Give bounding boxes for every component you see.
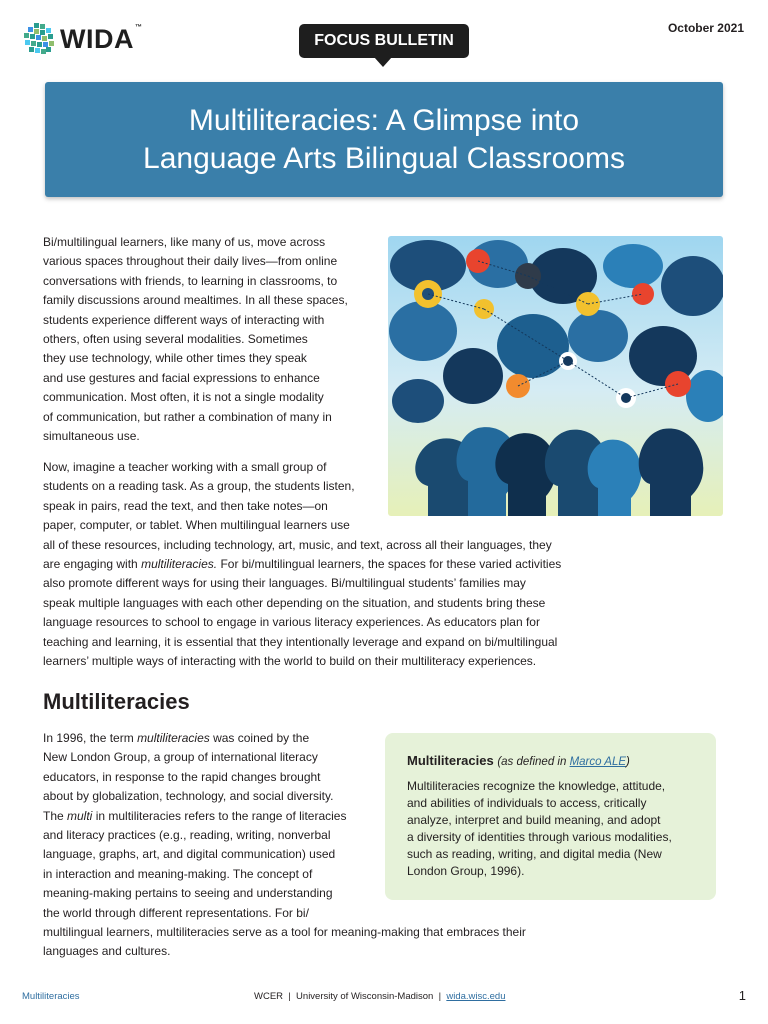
- text-line: language, graphs, art, and digital communication) used: [43, 847, 336, 862]
- text-line: educators, in response to the rapid changes brought: [43, 769, 321, 784]
- text-line: others, often using several modalities. Sometimes: [43, 332, 308, 347]
- text-line: speak in pairs, read the text, and then take notes—on: [43, 498, 328, 513]
- text-line: language resources to school to engage in various literacy experiences. As educators plan for: [43, 615, 540, 630]
- text-line: various spaces throughout their daily lives—from online: [43, 254, 338, 269]
- text-line: about by globalization, technology, and social diversity.: [43, 789, 334, 804]
- heads-and-speech-bubbles-image: [388, 236, 723, 516]
- intro-paragraph-1: [43, 233, 348, 446]
- section-heading: Multiliteracies: [43, 689, 190, 714]
- text-line: In 1996, the term multiliteracies was coined by the: [43, 731, 310, 745]
- wida-logo-icon: [22, 22, 56, 56]
- text-line: also promote different ways for using their languages. Bi/multilingual students’ families may: [43, 576, 526, 591]
- text-line: such as reading, writing, and digital media (New: [407, 847, 662, 861]
- text-line: The multi in multiliteracies refers to the range of literacies: [43, 808, 347, 823]
- text-line: Now, imagine a teacher working with a small group of: [43, 460, 327, 474]
- callout-body: [407, 778, 672, 880]
- footer-section-name: Multiliteracies: [22, 991, 80, 1002]
- text-line: students experience different ways of interacting with: [43, 312, 325, 327]
- callout-title: Multiliteracies (as defined in Marco ALE): [407, 753, 630, 768]
- text-line: paper, computer, or tablet. When multilingual learners use: [43, 518, 350, 533]
- text-line: meaning-making pertains to seeing and understanding: [43, 886, 333, 901]
- text-line: analyze, interpret and build meaning, and adopt: [407, 813, 661, 827]
- text-line: communication. Most often, it is not a single modality: [43, 390, 324, 405]
- text-line: Bi/multilingual learners, like many of us, move across: [43, 235, 326, 249]
- text-line: the world through different representations. For bi/: [43, 905, 309, 920]
- wida-logo[interactable]: [22, 22, 142, 56]
- text-line: multilingual learners, multiliteracies serve as a tool for meaning-making that embraces their: [43, 925, 526, 940]
- text-line: New London Group, a group of international literacy: [43, 750, 318, 765]
- text-line: and literacy practices (e.g., reading, writing, nonverbal: [43, 828, 331, 843]
- multiliteracies-illustration: [388, 236, 723, 516]
- text-line: languages and cultures.: [43, 944, 171, 959]
- text-line: teaching and learning, it is essential that they intentionally leverage and expand on bi/multilingual: [43, 634, 558, 649]
- wida-logo-text: WIDA™: [60, 23, 143, 54]
- text-line: a diversity of identities through various modalities,: [407, 830, 672, 844]
- text-line: and use gestures and facial expressions to enhance: [43, 370, 320, 385]
- text-line: are engaging with multiliteracies. For bi/multilingual learners, the spaces for these varied activities: [43, 557, 562, 572]
- title-line-2: Language Arts Bilingual Classrooms: [143, 141, 625, 175]
- footer-publisher: WCER | University of Wisconsin-Madison | wida.wisc.edu: [254, 991, 506, 1002]
- title-line-1: Multiliteracies: A Glimpse into: [188, 103, 580, 137]
- text-line: learners’ multiple ways of interacting with the world to build on their multiliteracy experiences.: [43, 654, 537, 669]
- text-line: in interaction and meaning-making. The concept of: [43, 866, 313, 881]
- text-line: students on a reading task. As a group, the students listen,: [43, 479, 355, 494]
- definition-callout: [385, 733, 716, 900]
- text-line: London Group, 1996).: [407, 864, 525, 878]
- text-line: speak multiple languages with each other depending on the situation, and students bring these: [43, 595, 546, 610]
- focus-bulletin-badge: FOCUS BULLETIN: [299, 24, 469, 58]
- title-banner: [45, 82, 723, 197]
- text-line: family discussions around mealtimes. In all these spaces,: [43, 293, 348, 308]
- text-line: of communication, but rather a combination of many in: [43, 409, 332, 424]
- text-line: they use technology, while other times they speak: [43, 351, 307, 366]
- text-line: and abilities of individuals to access, critically: [407, 796, 647, 810]
- text-line: Multiliteracies recognize the knowledge, attitude,: [407, 779, 666, 793]
- page-number: 1: [738, 988, 746, 1003]
- marco-ale-link[interactable]: Marco ALE: [569, 756, 627, 768]
- wida-website-link[interactable]: wida.wisc.edu: [446, 991, 506, 1002]
- text-line: conversations with friends, to learning in classrooms, to: [43, 273, 338, 288]
- badge-pointer: [374, 57, 392, 67]
- publication-date: October 2021: [667, 21, 744, 35]
- text-line: all of these resources, including technology, art, music, and text, across all their languages, they: [43, 537, 552, 552]
- text-line: simultaneous use.: [43, 429, 140, 444]
